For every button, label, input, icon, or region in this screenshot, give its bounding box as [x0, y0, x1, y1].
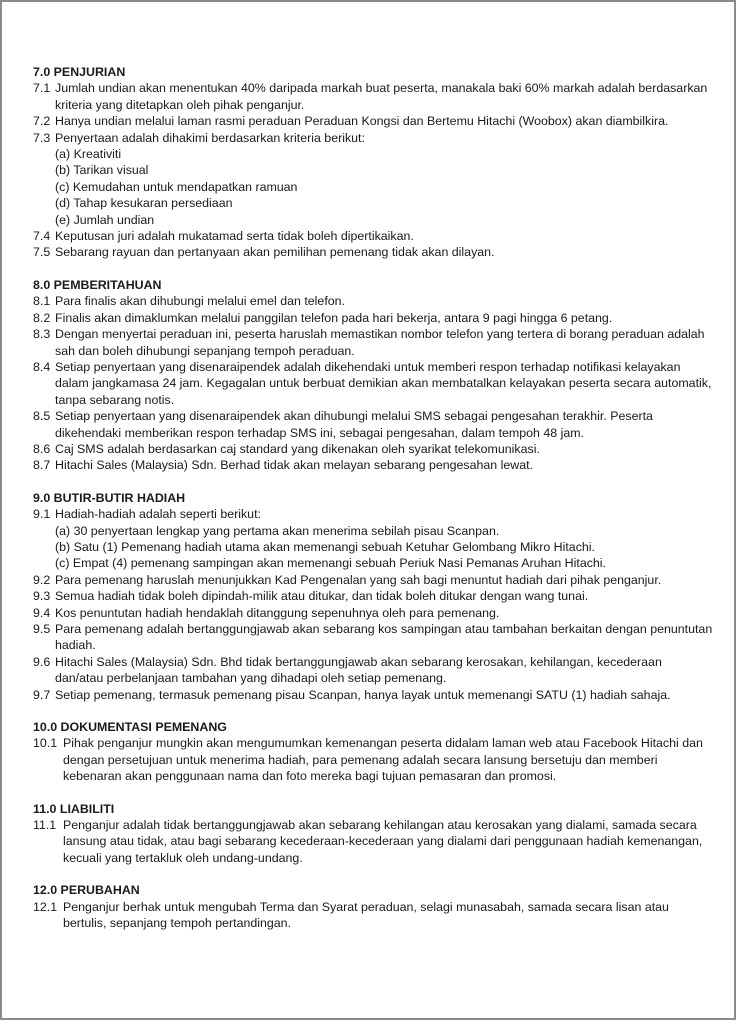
clause-number: 8.7 [33, 458, 51, 473]
clause-item [33, 441, 713, 457]
sub-clause: (b) Satu (1) Pemenang hadiah utama akan memenangi sebuah Ketuhar Gelombang Mikro Hitachi. [55, 539, 595, 554]
clause-number: 7.2 [33, 114, 51, 129]
clause-text: Para finalis akan dihubungi melalui emel dan telefon. [55, 294, 345, 309]
section-title: 7.0 PENJURIAN [33, 65, 126, 79]
clause-number: 8.3 [33, 327, 51, 342]
clause-text: Hitachi Sales (Malaysia) Sdn. Bhd tidak bertanggungjawab akan sebarang kerosakan, kehilangan, kecederaan dan/atau perbelanjaan tambahan yang dihadapi oleh setiap pemenang. [55, 654, 662, 686]
clause-number: 7.5 [33, 245, 51, 260]
clause-number: 9.2 [33, 572, 51, 587]
clause-number: 8.1 [33, 294, 51, 309]
clause-item [33, 80, 713, 113]
terms-content [33, 64, 713, 948]
clause-item [33, 310, 713, 326]
clause-number: 9.3 [33, 589, 51, 604]
clause-number: 9.5 [33, 622, 51, 636]
clause-text: Finalis akan dimaklumkan melalui panggilan telefon pada hari bekerja, antara 9 pagi hingga 6 petang. [55, 310, 613, 325]
clause-text: Para pemenang haruslah menunjukkan Kad Pengenalan yang sah bagi menuntut hadiah dari pihak penganjur. [55, 572, 662, 587]
clause-text: Penyertaan adalah dihakimi berdasarkan kriteria berikut: [55, 130, 365, 145]
sub-clause: (a) 30 penyertaan lengkap yang pertama akan menerima sebilah pisau Scanpan. [55, 523, 500, 538]
clause-item [33, 113, 713, 129]
clause-text: Hanya undian melalui laman rasmi peraduan Peraduan Kongsi dan Bertemu Hitachi (Woobox) akan diambilkira. [55, 114, 669, 129]
clause-number: 7.1 [33, 81, 51, 96]
clause-item [33, 572, 713, 588]
clause-item [33, 244, 713, 260]
clause-text: Setiap pemenang, termasuk pemenang pisau Scanpan, hanya layak untuk memenangi SATU (1) hadiah sahaja. [55, 687, 671, 702]
clause-item [33, 899, 713, 932]
clause-item [33, 735, 713, 784]
clause-item [33, 293, 713, 309]
sub-clause: (c) Kemudahan untuk mendapatkan ramuan [55, 179, 298, 194]
clause-text: Dengan menyertai peraduan ini, peserta haruslah memastikan nombor telefon yang tertera di borang peraduan adalah sah dan boleh dihubungi sepanjang tempoh peraduan. [55, 327, 705, 358]
clause-item [33, 506, 713, 522]
clause-item [33, 605, 713, 621]
section-title: 9.0 BUTIR-BUTIR HADIAH [33, 490, 186, 505]
clause-item [33, 457, 713, 473]
section-title: 11.0 LIABILITI [33, 801, 115, 816]
section [33, 719, 713, 785]
section-title: 8.0 PEMBERITAHUAN [33, 277, 162, 292]
sub-clause: (d) Tahap kesukaran persediaan [55, 196, 233, 211]
clause-text: Setiap penyertaan yang disenaraipendek adalah dikehendaki untuk memberi respon terhadap notifikasi kelayakan dalam jangkamasa 24 jam. Kegagalan untuk berbuat demikian akan membatalkan kelayakan peserta secara automatik, tanpa sebarang notis. [55, 359, 712, 407]
clause-item [33, 621, 713, 654]
clause-text: Hitachi Sales (Malaysia) Sdn. Berhad tidak akan melayan sebarang pengesahan lewat. [55, 458, 534, 473]
clause-number: 8.2 [33, 310, 51, 325]
clause-number: 11.1 [33, 818, 57, 833]
clause-text: Penganjur berhak untuk mengubah Terma dan Syarat peraduan, selagi munasabah, samada secara lisan atau bertulis, sepanjang tempoh pertandingan. [63, 899, 669, 931]
clause-number: 7.4 [33, 229, 51, 244]
clause-number: 9.6 [33, 654, 51, 669]
clause-number: 12.1 [33, 899, 58, 914]
clause-item [33, 130, 713, 146]
clause-item [33, 228, 713, 244]
clause-item [33, 359, 713, 408]
clause-number: 10.1 [33, 736, 58, 751]
clause-text: Jumlah undian akan menentukan 40% daripada markah buat peserta, manakala baki 60% markah adalah berdasarkan kriteria yang ditetapkan oleh pihak penganjur. [55, 81, 708, 112]
sub-clause: (e) Jumlah undian [55, 212, 155, 227]
clause-text: Pihak penganjur mungkin akan mengumumkan kemenangan peserta didalam laman web atau Facebook Hitachi dan dengan persetujuan untuk menerima hadiah, para pemenang adalah secara lansung bersetuju dan memberi kebenaran akan penggunaan nama dan foto mereka bagi tujuan pemasaran dan promosi. [63, 736, 703, 784]
clause-number: 8.6 [33, 441, 51, 456]
clause-item [33, 687, 713, 703]
section [33, 490, 713, 703]
clause-item [33, 408, 713, 441]
clause-item [33, 326, 713, 359]
clause-number: 9.7 [33, 687, 51, 702]
clause-text: Hadiah-hadiah adalah seperti berikut: [55, 507, 261, 522]
clause-number: 8.4 [33, 359, 51, 374]
section [33, 64, 713, 261]
clause-item [33, 817, 713, 866]
section [33, 882, 713, 931]
sub-clause: (a) Kreativiti [55, 147, 122, 162]
clause-text: Para pemenang adalah bertanggungjawab akan sebarang kos sampingan atau tambahan berkaitan dengan penuntutan hadiah. [55, 622, 713, 653]
clause-text: Kos penuntutan hadiah hendaklah ditanggung sepenuhnya oleh para pemenang. [55, 605, 500, 620]
clause-text: Penganjur adalah tidak bertanggungjawab akan sebarang kehilangan atau kerosakan yang dialami, samada secara lansung atau tidak, atau bagi sebarang kecederaan-kecederaan yang dialami dari penggunaan hadiah kemenangan, kecuali yang tertakluk oleh undang-undang. [63, 818, 703, 865]
section [33, 277, 713, 474]
clause-number: 9.4 [33, 605, 51, 620]
clause-item [33, 588, 713, 604]
section-title: 12.0 PERUBAHAN [33, 883, 140, 898]
clause-text: Sebarang rayuan dan pertanyaan akan pemilihan pemenang tidak akan dilayan. [55, 245, 495, 260]
clause-text: Setiap penyertaan yang disenaraipendek akan dihubungi melalui SMS sebagai pengesahan terakhir. Peserta dikehendaki memberikan respon terhadap SMS ini, sebagai pengesahan, dalam tempoh 48 jam. [55, 409, 653, 440]
clause-number: 8.5 [33, 409, 51, 424]
clause-text: Keputusan juri adalah mukatamad serta tidak boleh dipertikaikan. [55, 229, 414, 244]
clause-number: 9.1 [33, 507, 51, 522]
clause-text: Semua hadiah tidak boleh dipindah-milik atau ditukar, dan tidak boleh ditukar dengan wang tunai. [55, 589, 589, 604]
clause-number: 7.3 [33, 130, 51, 145]
sub-clause: (b) Tarikan visual [55, 163, 149, 178]
clause-text: Caj SMS adalah berdasarkan caj standard yang dikenakan oleh syarikat telekomunikasi. [55, 441, 540, 456]
section [33, 801, 713, 867]
section-title: 10.0 DOKUMENTASI PEMENANG [33, 720, 227, 735]
sub-clause: (c) Empat (4) pemenang sampingan akan memenangi sebuah Periuk Nasi Pemanas Aruhan Hitachi. [55, 556, 606, 571]
clause-item [33, 654, 713, 687]
